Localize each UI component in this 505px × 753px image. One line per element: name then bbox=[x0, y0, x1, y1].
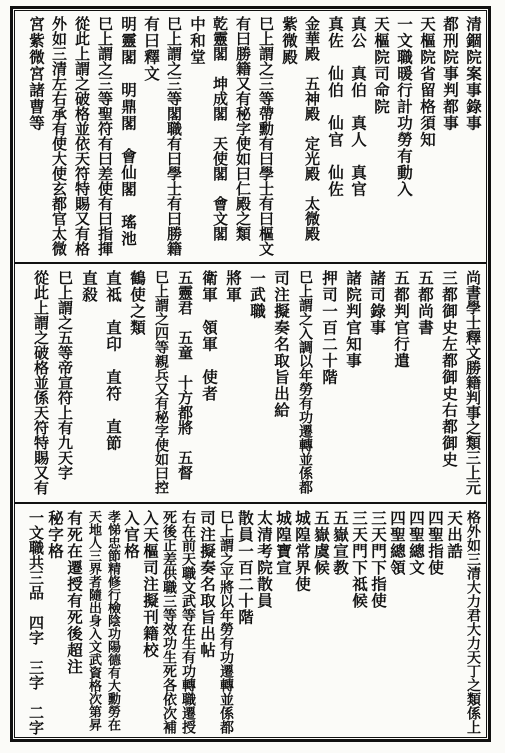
text-column: 將軍 bbox=[224, 270, 243, 303]
text-column: 明靈閣 明鼎閣 會仙閣 瑤池 bbox=[119, 16, 138, 247]
text-column: 司注擬奏名取旨出給 bbox=[272, 270, 291, 419]
text-column: 四聖總領 bbox=[388, 510, 407, 576]
text-column: 巳上謂之四等親兵又有秘字使如曰控 bbox=[153, 270, 169, 494]
text-column: 巳上謂之三等帶勳有曰學士有曰樞文 bbox=[257, 16, 275, 256]
text-column: 紫微殿 bbox=[280, 16, 299, 66]
text-column: 諸司錄事 bbox=[368, 270, 387, 336]
text-column: 天樞院司命院 bbox=[372, 16, 391, 115]
text-column: 五嶽宣教 bbox=[331, 510, 350, 576]
text-column: 天樞院省留格須知 bbox=[418, 16, 437, 148]
text-column: 四聖總文 bbox=[407, 510, 426, 576]
text-column: 都刑院事判都事 bbox=[441, 16, 460, 132]
text-band-1 bbox=[18, 16, 484, 256]
text-column: 天地人三界者隨出身入文武資格次第昇 bbox=[86, 510, 101, 731]
text-column: 司注擬奏名取旨出帖 bbox=[198, 510, 217, 659]
text-column: 入天樞司注擬刊籍校 bbox=[141, 510, 160, 659]
text-column: 一武職 bbox=[248, 270, 267, 320]
text-column: 巳上謂之平將以年勞有功遷轉並係都 bbox=[218, 510, 234, 734]
text-column: 巳上謂之三等聖符有曰差使有曰指揮 bbox=[96, 16, 114, 256]
text-column: 巳上謂之入調以年勞有功遷轉並係都 bbox=[297, 270, 313, 494]
text-column: 押司一百二十階 bbox=[320, 270, 339, 386]
text-column: 太清考院散員 bbox=[255, 510, 274, 609]
text-column: 散員一百二十階 bbox=[236, 510, 255, 626]
text-column: 直祗 直印 直符 直節 bbox=[104, 270, 123, 452]
text-column: 直殺 bbox=[80, 270, 99, 303]
text-column: 巳上謂之三等閣職有曰學士有曰勝籍 bbox=[165, 16, 183, 256]
text-column: 一文職暖行計功勞有動入 bbox=[395, 16, 414, 198]
text-column: 城隍常界使 bbox=[293, 510, 312, 593]
text-column: 真公 真伯 真人 真官 bbox=[349, 16, 368, 198]
text-column: 入官格 bbox=[122, 510, 141, 560]
text-column: 鶴使之類 bbox=[128, 270, 147, 336]
text-column: 金華殿 五神殿 定光殿 太微殿 bbox=[303, 16, 321, 241]
text-column: 一文職共三品 四字 三字 二字 bbox=[27, 510, 45, 735]
text-column: 三天門下祗候 bbox=[350, 510, 369, 609]
text-band-3 bbox=[18, 510, 484, 736]
text-column: 諸院判官知事 bbox=[344, 270, 363, 369]
text-column: 五都判官行遣 bbox=[392, 270, 411, 369]
text-column: 天出誥 bbox=[445, 510, 464, 560]
text-column: 三天門下指使 bbox=[369, 510, 388, 609]
text-column: 三都御史左都御史右都御史 bbox=[440, 270, 459, 468]
text-column: 巳上謂之五等帝宣符上有九天字 bbox=[56, 270, 74, 480]
text-column: 有死在遷授有死後超注 bbox=[65, 510, 84, 675]
text-column: 孝悌忠節精修行檢陰功陽德有大勳勞在 bbox=[105, 510, 120, 731]
band-divider bbox=[14, 262, 487, 264]
text-column: 衛軍 領軍 使者 bbox=[200, 270, 219, 402]
text-column: 真佐 仙伯 仙官 仙佐 bbox=[326, 16, 345, 198]
text-column: 五都尚書 bbox=[416, 270, 435, 336]
text-column: 有曰釋文 bbox=[142, 16, 161, 82]
text-column: 城隍寶宣 bbox=[274, 510, 293, 576]
text-column: 外如三清左右承有使大使玄都官太微 bbox=[50, 16, 68, 256]
text-column: 有曰勝籍又有秘字使如曰仁殿之類 bbox=[234, 16, 252, 241]
text-column: 五嶽虞候 bbox=[312, 510, 331, 576]
text-column: 乾靈閣 坤成閣 天使閣 會文閣 bbox=[211, 16, 229, 241]
text-column: 清錮院案事錄事 bbox=[464, 16, 483, 132]
band-divider bbox=[14, 502, 487, 504]
text-column: 四聖指使 bbox=[426, 510, 445, 576]
text-column: 尚書學士釋文勝籍判事之類三上元 bbox=[464, 270, 482, 495]
text-column: 死後正差供職三等效功生死各依次補 bbox=[161, 510, 177, 734]
text-column: 秘字格 bbox=[46, 510, 65, 560]
text-column: 右在前天職文武等在生有功轉職遷授 bbox=[180, 510, 196, 734]
text-column: 五靈君 五童 十方都將 五督 bbox=[176, 270, 194, 480]
text-column: 從此上謂之破格並係天符特賜又有 bbox=[32, 270, 50, 495]
text-band-2 bbox=[18, 270, 484, 496]
text-column: 宮紫微宮諸曹等 bbox=[27, 16, 46, 132]
text-column: 格外如三清大力君大力天丁之類係上 bbox=[465, 510, 481, 734]
text-column: 從此上謂之破格並依天符特賜又有格 bbox=[73, 16, 91, 256]
text-column: 中和堂 bbox=[188, 16, 207, 66]
